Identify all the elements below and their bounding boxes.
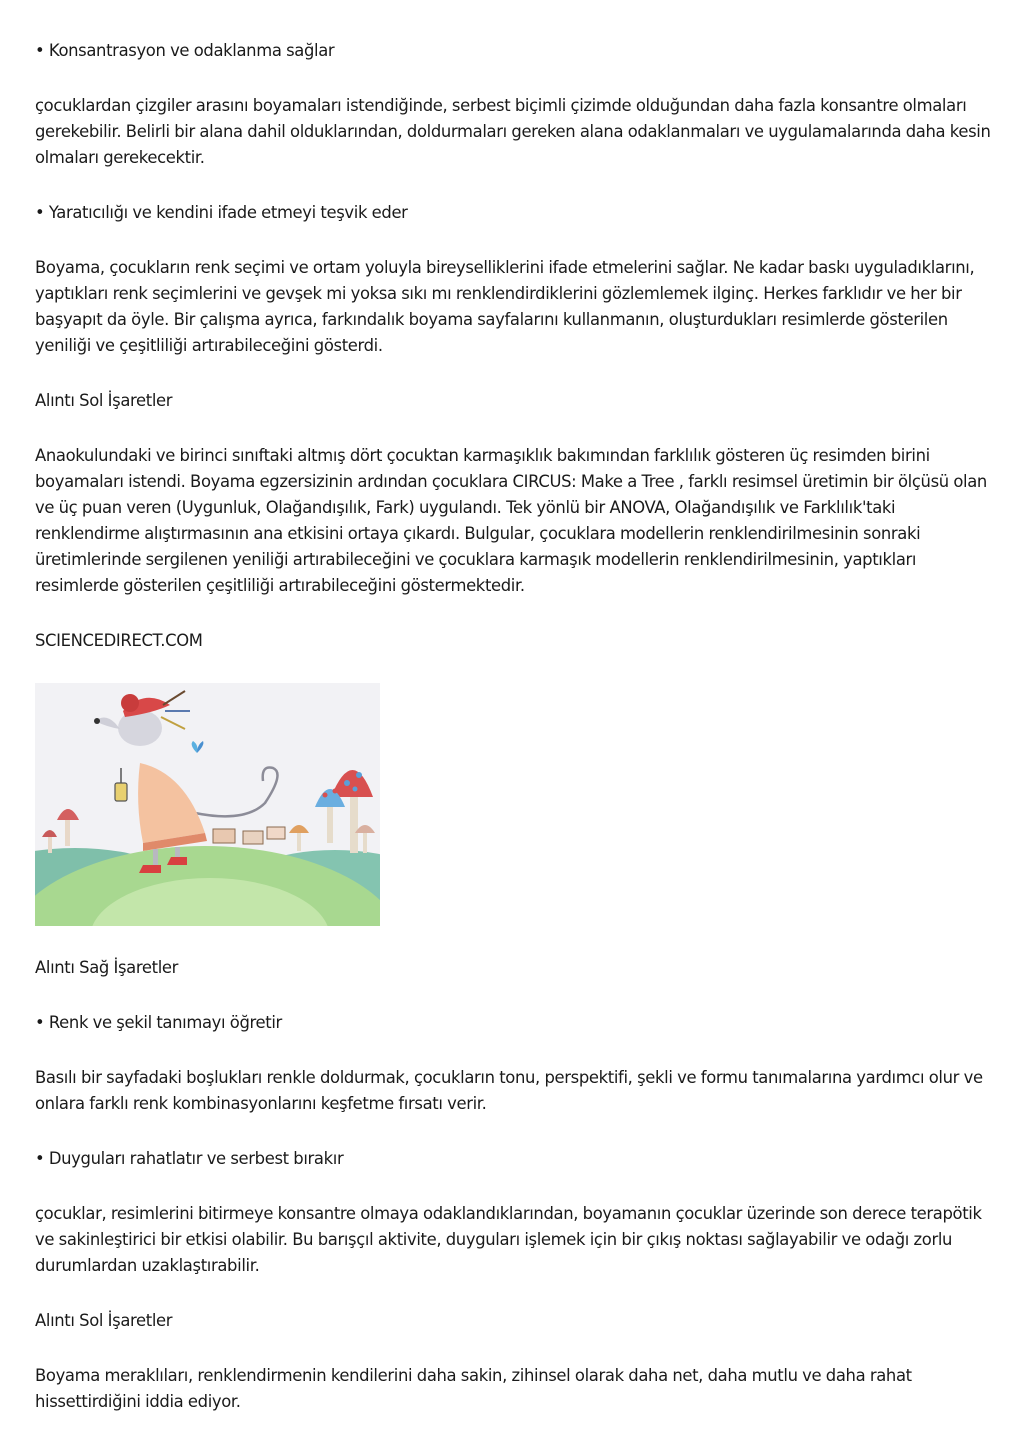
paragraph-creativity: Boyama, çocukların renk seçimi ve ortam yoluyla bireyselliklerini ifade etmelerini sağlar. Ne kadar baskı uyguladıklarını, yaptıkları renk seçimlerini ve gevşek mi yoksa sıkı mı renklendirdiklerini gözlemlemek ilginç. Herkes farklıdır ve her bir başyapıt da öyle. Bir çalışma ayrıca, farkındalık boyama sayfalarını kullanmanın, oluşturdukları resimlerde gösterilen yeniliği ve çeşitliliği artırabileceğini gösterdi. <box>35 258 975 355</box>
quote-right-marker: Alıntı Sağ İşaretler <box>35 958 179 977</box>
bullet-heading-concentration: • Konsantrasyon ve odaklanma sağlar <box>35 41 335 60</box>
bullet-heading-color-shape: • Renk ve şekil tanımayı öğretir <box>35 1013 282 1032</box>
bullet-heading-emotions: • Duyguları rahatlatır ve serbest bırakır <box>35 1149 344 1168</box>
paragraph-concentration: çocuklardan çizgiler arasını boyamaları istendiğinde, serbest biçimli çizimde olduğundan daha fazla konsantre olmaları gerekebilir. Belirli bir alana dahil olduklarından, doldurmaları gereken alana odaklanmaları ve uygulamalarında daha kesin olmaları gerekecektir. <box>35 96 991 167</box>
paragraph-enthusiasts: Boyama meraklıları, renklendirmenin kendilerini daha sakin, zihinsel olarak daha net, daha mutlu ve daha rahat hissettirdiğini iddia ediyor. <box>35 1366 912 1411</box>
mouse-illustration-image <box>35 683 380 926</box>
article-body <box>35 38 995 1415</box>
source-link[interactable]: SCIENCEDIRECT.COM <box>35 631 203 650</box>
quote-paragraph-study: Anaokulundaki ve birinci sınıftaki altmış dört çocuktan karmaşıklık bakımından farklılık gösteren üç resimden birini boyamaları istendi. Boyama egzersizinin ardından çocuklara CIRCUS: Make a Tree , farklı resimsel üretimin bir ölçüsü olan ve üç puan veren (Uygunluk, Olağandışılık, Fark) uygulandı. Tek yönlü bir ANOVA, Olağandışılık ve Farklılık'taki renklendirme alıştırmasının ana etkisini ortaya çıkardı. Bulgular, çocuklara modellerin renklendirilmesinin sonraki üretimlerinde sergilenen yeniliği artırabileceğini ve çocuklara karmaşık modellerin renklendirilmesinin, yaptıkları resimlerde gösterilen çeşitliliği artırabileceğini göstermektedir. <box>35 446 987 595</box>
quote-left-marker: Alıntı Sol İşaretler <box>35 391 173 410</box>
illustration-svg <box>35 683 380 926</box>
bullet-heading-creativity: • Yaratıcılığı ve kendini ifade etmeyi teşvik eder <box>35 203 408 222</box>
paragraph-color-shape: Basılı bir sayfadaki boşlukları renkle doldurmak, çocukların tonu, perspektifi, şekli ve formu tanımalarına yardımcı olur ve onlara farklı renk kombinasyonlarını keşfetme fırsatı verir. <box>35 1068 983 1113</box>
paragraph-emotions: çocuklar, resimlerini bitirmeye konsantre olmaya odaklandıklarından, boyamanın çocuklar üzerinde son derece terapötik ve sakinleştirici bir etkisi olabilir. Bu barışçıl aktivite, duyguları işlemek için bir çıkış noktası sağlayabilir ve odağı zorlu durumlardan uzaklaştırabilir. <box>35 1204 982 1275</box>
quote-left-marker-2: Alıntı Sol İşaretler <box>35 1311 173 1330</box>
